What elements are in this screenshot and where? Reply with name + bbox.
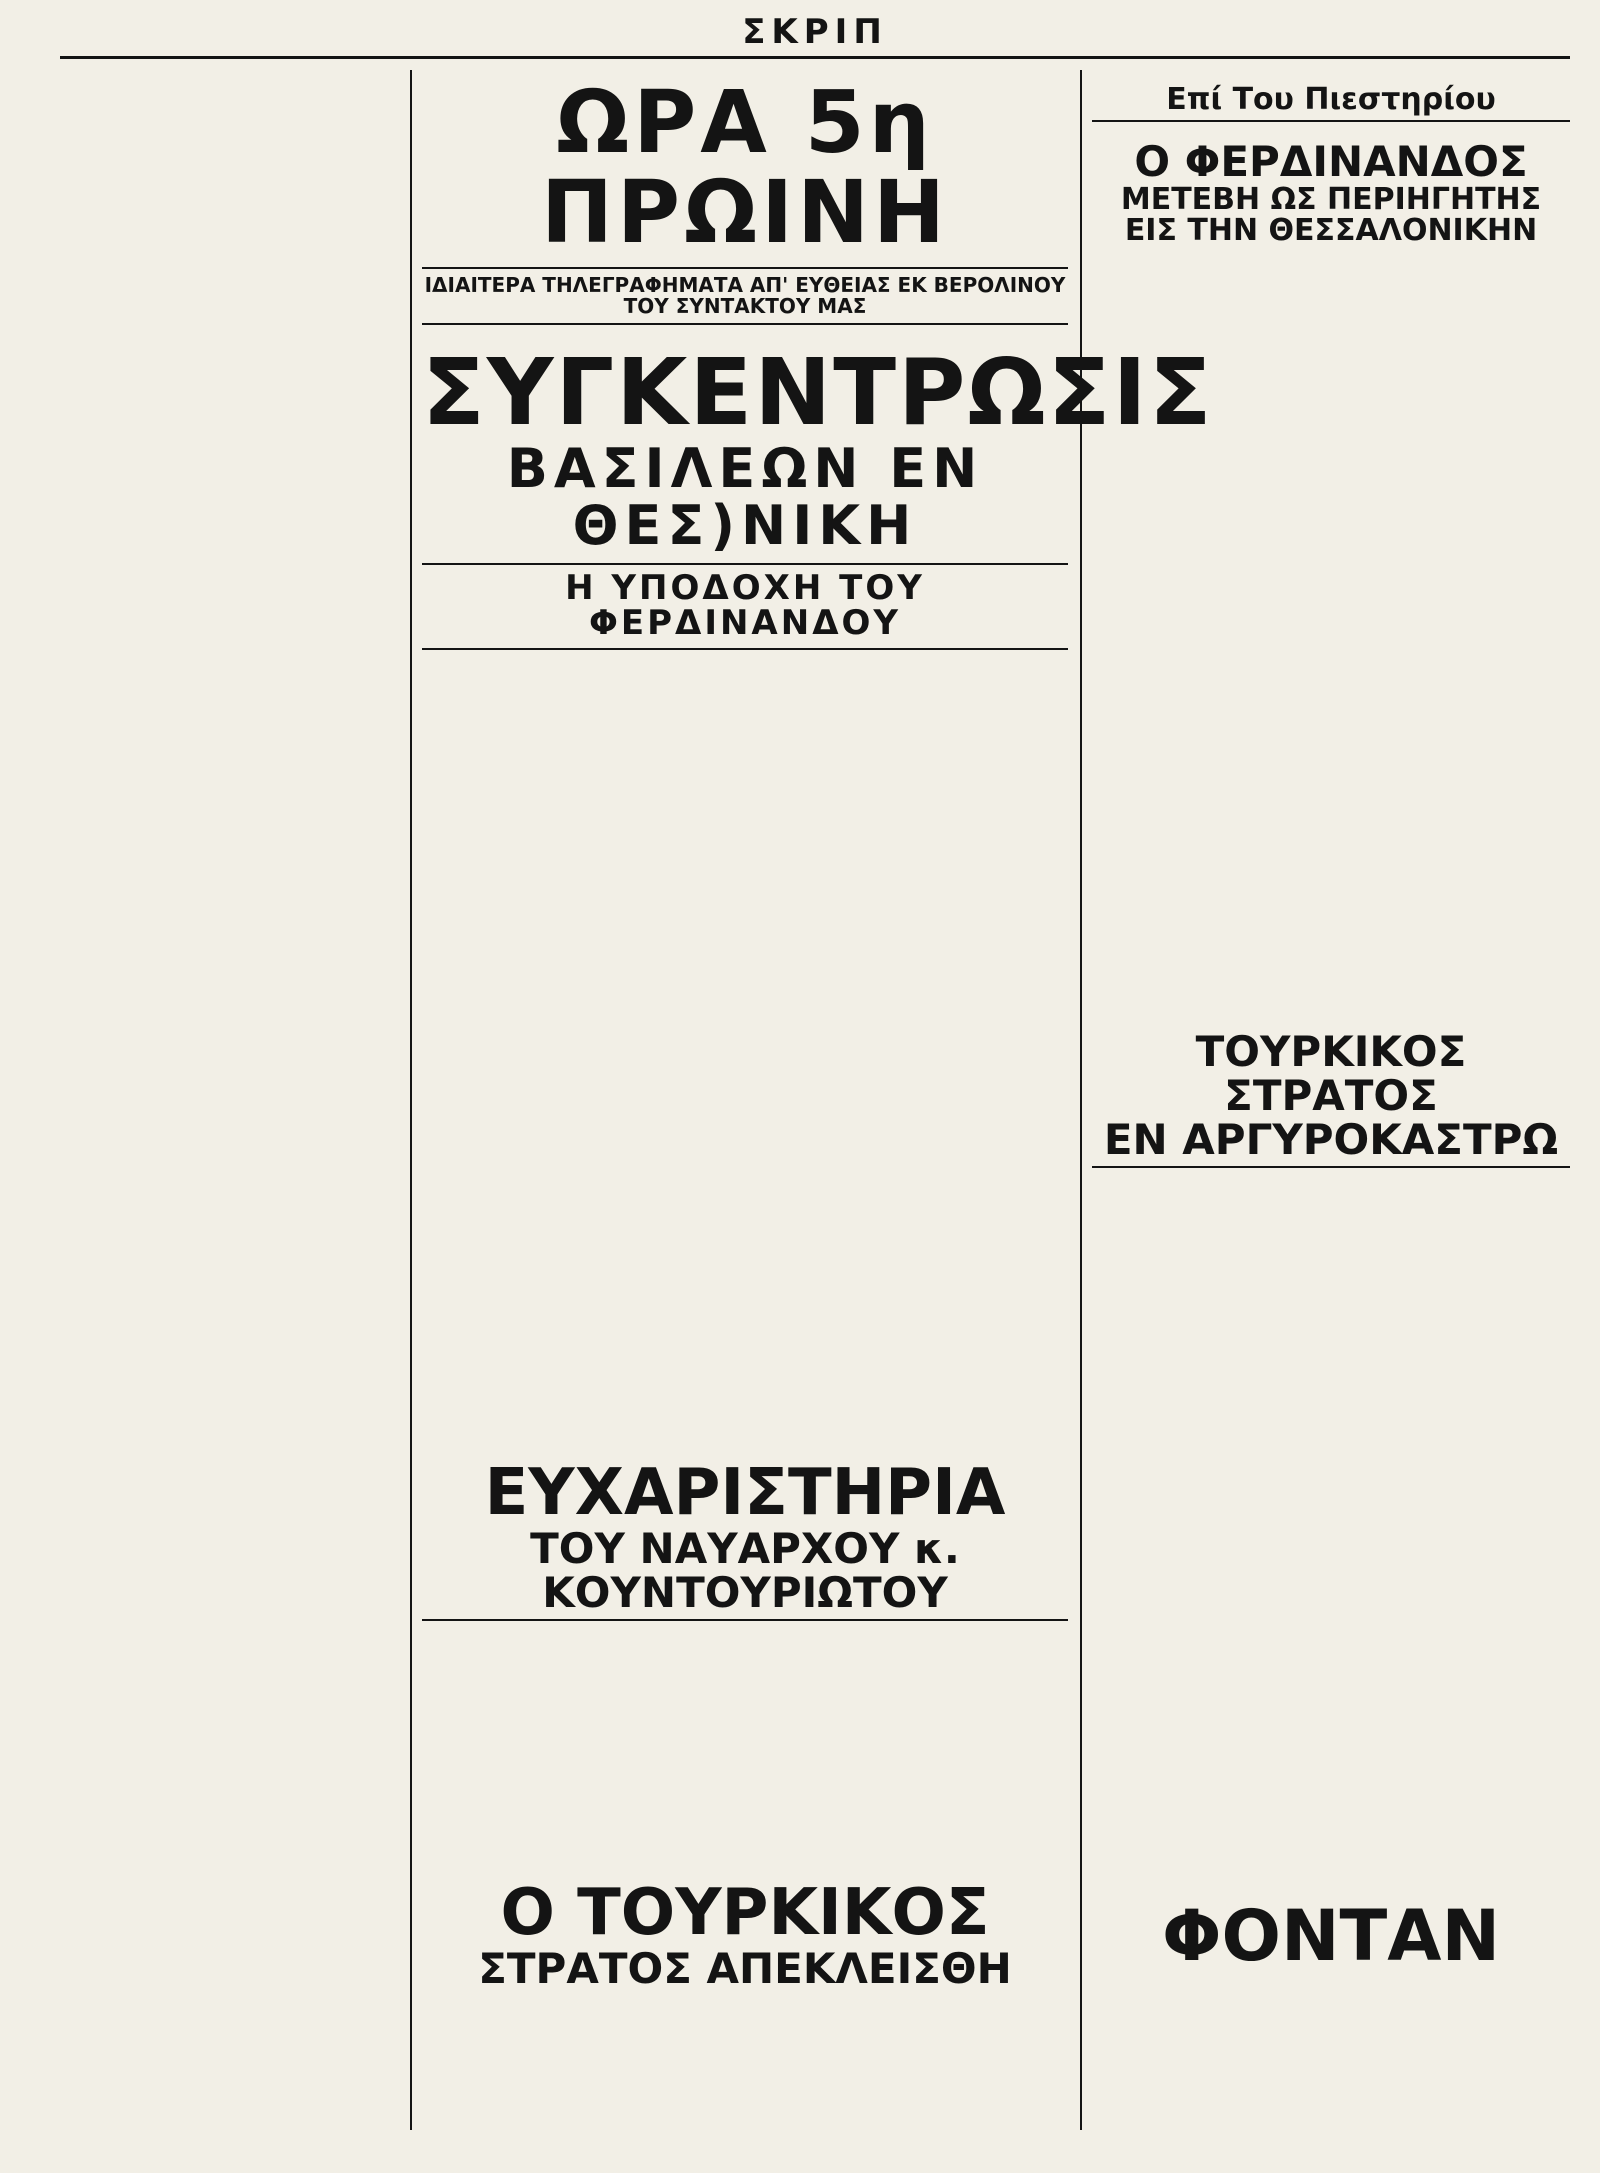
banner-strap: ΙΔΙΑΙΤΕΡΑ ΤΗΛΕΓΡΑΦΗΜΑΤΑ ΑΠ' ΕΥΘΕΙΑΣ ΕΚ ΒΕΡΟΛΙΝΟΥ ΤΟΥ ΣΥΝΤΑΚΤΟΥ ΜΑΣ <box>422 267 1068 325</box>
main-deck: Η ΥΠΟΔΟΧΗ ΤΟΥ ΦΕΡΔΙΝΑΝΔΟΥ <box>422 563 1068 650</box>
page-name: ΣΚΡΙΠ <box>742 12 888 52</box>
thanks-headline: ΕΥΧΑΡΙΣΤΗΡΙΑ <box>484 1456 1006 1530</box>
centre-section <box>422 70 1214 2130</box>
turkish-subheadline: ΣΤΡΑΤΟΣ ΑΠΕΚΛΕΙΣΘΗ <box>478 1944 1012 1994</box>
ferdinand-headline: Ο ΦΕΡΔΙΝΑΝΔΟΣ <box>1134 136 1528 186</box>
top-rule <box>60 56 1570 59</box>
front-banner: ΩΡΑ 5η ΠΡΩΙΝΗ <box>540 73 950 264</box>
main-subheadline: ΒΑΣΙΛΕΩΝ ΕΝ ΘΕΣ)ΝΙΚΗ <box>506 437 984 557</box>
main-headline: ΣΥΓΚΕΝΤΡΩΣΙΣ <box>422 338 1214 446</box>
right-column <box>1092 70 1570 2130</box>
army-headline: ΤΟΥΡΚΙΚΟΣ ΣΤΡΑΤΟΣ <box>1195 1027 1467 1121</box>
army-subheadline: ΕΝ ΑΡΓΥΡΟΚΑΣΤΡΩ <box>1092 1118 1570 1168</box>
thanks-subheadline: ΤΟΥ ΝΑΥΑΡΧΟΥ κ. ΚΟΥΝΤΟΥΡΙΩΤΟΥ <box>422 1527 1068 1621</box>
ferdinand-subheadline: ΕΙΣ ΤΗΝ ΘΕΣΣΑΛΟΝΙΚΗΝ <box>1124 213 1538 249</box>
advert-name: ΦΟΝΤΑΝ <box>1161 1895 1501 1977</box>
ferdinand-subheadline: ΜΕΤΕΒΗ ΩΣ ΠΕΡΙΗΓΗΤΗΣ <box>1120 181 1542 217</box>
turkish-headline: Ο ΤΟΥΡΚΙΚΟΣ <box>500 1876 990 1950</box>
column-rule <box>410 70 412 2130</box>
newspaper-page <box>60 12 1570 2130</box>
press-strap: Επί Του Πιεστηρίου <box>1092 70 1570 122</box>
